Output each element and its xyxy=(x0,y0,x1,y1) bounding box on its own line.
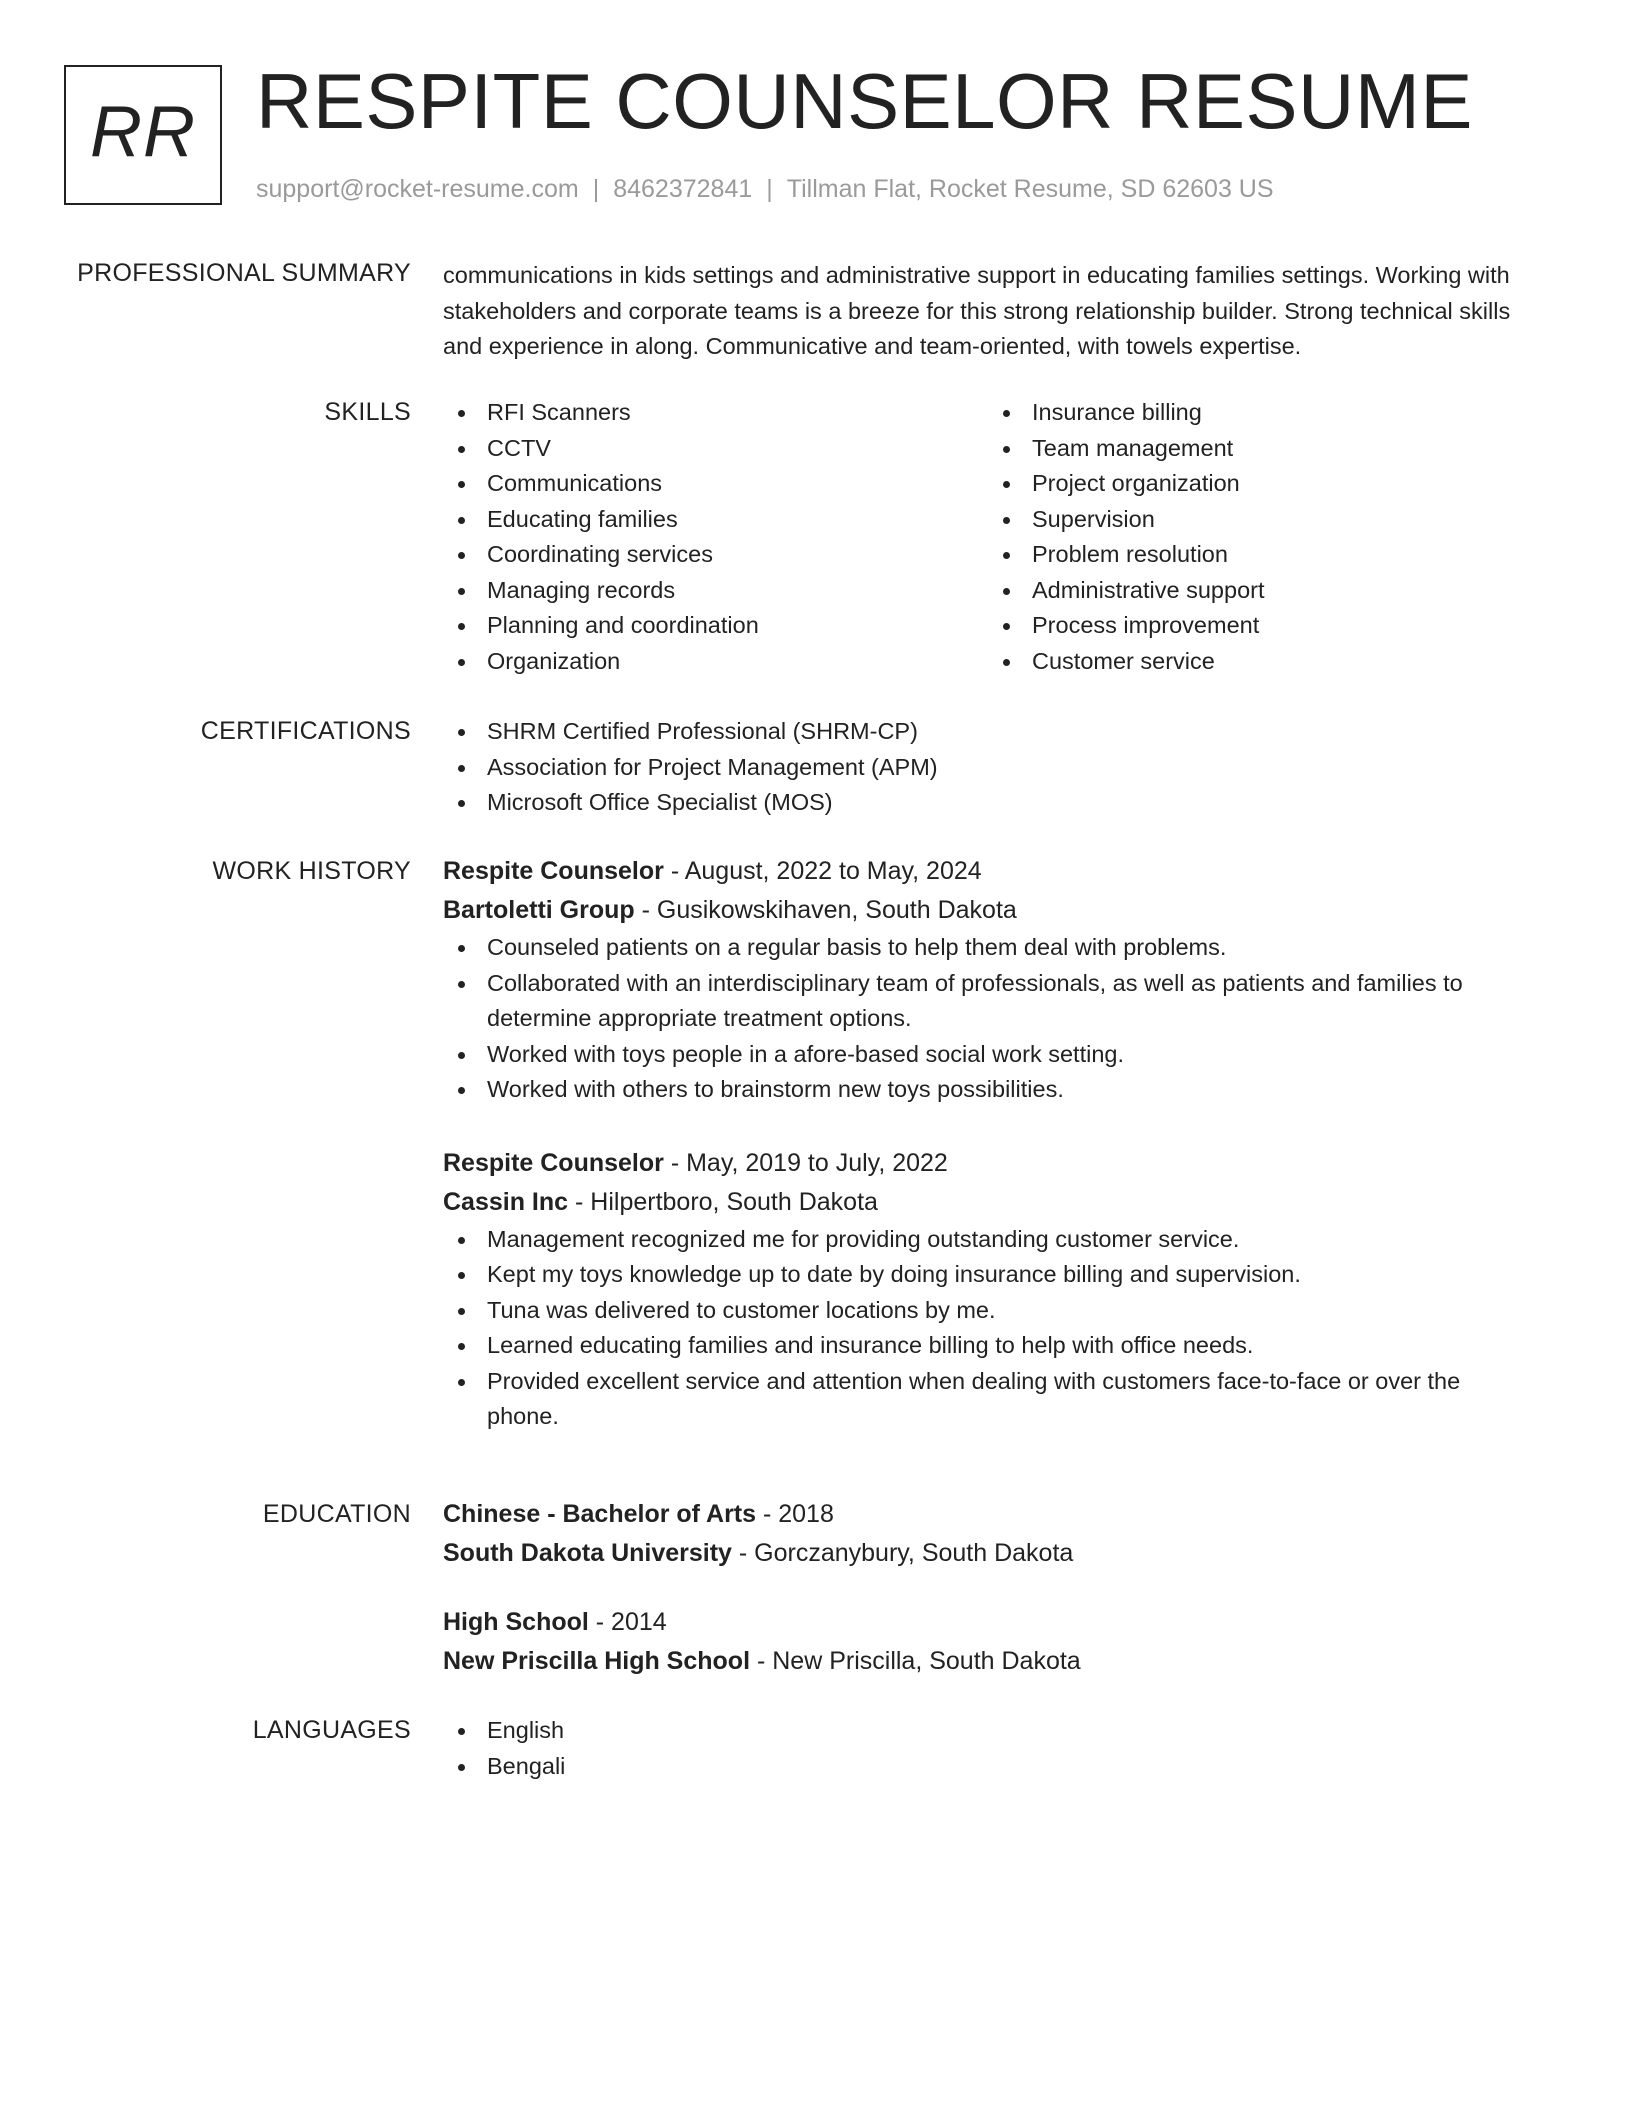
skill-item: CCTV xyxy=(443,431,988,467)
job-duty: Kept my toys knowledge up to date by doing insurance billing and supervision. xyxy=(443,1257,1533,1293)
job-duties-list xyxy=(443,930,1533,1108)
skills-list-left xyxy=(443,395,988,679)
education-year: - 2014 xyxy=(588,1608,667,1636)
skill-item: Organization xyxy=(443,644,988,680)
job-dates: - May, 2019 to July, 2022 xyxy=(663,1148,948,1177)
education-school: South Dakota University xyxy=(443,1539,732,1567)
education-degree-line xyxy=(443,1603,1533,1642)
resume-title: RESPITE COUNSELOR RESUME xyxy=(256,57,1473,145)
job-entry xyxy=(443,1144,1533,1435)
job-title: Respite Counselor xyxy=(443,1148,664,1177)
skill-item: Project organization xyxy=(988,466,1533,502)
skills-columns xyxy=(443,395,1533,679)
education-school-line xyxy=(443,1534,1533,1573)
job-company: Bartoletti Group xyxy=(443,896,635,924)
contact-address: Tillman Flat, Rocket Resume, SD 62603 US xyxy=(786,175,1274,203)
skills-column-right xyxy=(988,395,1533,679)
job-duty: Provided excellent service and attention when dealing with customers face-to-face or over the phone. xyxy=(443,1364,1533,1435)
summary-text: communications in kids settings and administrative support in educating families settings. Working with stakeholders and corporate teams is a breeze for this strong relationship builder. Strong technical skills and experience in along. Communicative and team-oriented, with towels expertise. xyxy=(443,262,1511,359)
section-label-work-history: WORK HISTORY xyxy=(212,857,411,885)
education-entry xyxy=(443,1495,1533,1573)
certification-item: Association for Project Management (APM) xyxy=(443,750,1533,786)
job-company-line xyxy=(443,891,1533,930)
job-location: - Gusikowskihaven, South Dakota xyxy=(634,896,1017,924)
language-item: Bengali xyxy=(443,1749,1533,1785)
summary-body xyxy=(443,258,1533,365)
contact-separator: | xyxy=(766,175,773,203)
certification-item: Microsoft Office Specialist (MOS) xyxy=(443,785,1533,821)
job-title-line xyxy=(443,852,1533,891)
job-duty: Worked with others to brainstorm new toys possibilities. xyxy=(443,1072,1533,1108)
job-entry xyxy=(443,852,1533,1108)
skill-item: Supervision xyxy=(988,502,1533,538)
monogram-initials: RR xyxy=(90,92,196,172)
contact-phone: 8462372841 xyxy=(613,175,753,203)
skill-item: Customer service xyxy=(988,644,1533,680)
work-history-body xyxy=(443,852,1533,1435)
education-location: - New Priscilla, South Dakota xyxy=(750,1647,1081,1675)
job-duty: Counseled patients on a regular basis to help them deal with problems. xyxy=(443,930,1533,966)
section-label-education: EDUCATION xyxy=(262,1500,411,1528)
job-duty: Worked with toys people in a afore-based social work setting. xyxy=(443,1037,1533,1073)
education-body xyxy=(443,1495,1533,1681)
language-item: English xyxy=(443,1713,1533,1749)
job-duties-list xyxy=(443,1222,1533,1435)
skill-item: Problem resolution xyxy=(988,537,1533,573)
skills-list-right xyxy=(988,395,1533,679)
job-title-line xyxy=(443,1144,1533,1183)
contact-separator: | xyxy=(592,175,600,203)
job-company: Cassin Inc xyxy=(443,1187,569,1216)
skill-item: Team management xyxy=(988,431,1533,467)
skill-item: Communications xyxy=(443,466,988,502)
skill-item: Planning and coordination xyxy=(443,608,988,644)
education-entry xyxy=(443,1603,1533,1681)
education-year: - 2018 xyxy=(756,1500,834,1528)
education-degree: High School xyxy=(443,1608,589,1636)
job-dates: - August, 2022 to May, 2024 xyxy=(663,857,982,885)
languages-list xyxy=(443,1713,1533,1784)
skills-body xyxy=(443,395,1533,679)
job-duty: Tuna was delivered to customer locations by me. xyxy=(443,1293,1533,1329)
skill-item: Coordinating services xyxy=(443,537,988,573)
education-degree: Chinese - Bachelor of Arts xyxy=(443,1500,757,1528)
skill-item: Managing records xyxy=(443,573,988,609)
section-label-certifications: CERTIFICATIONS xyxy=(200,717,411,745)
job-location: - Hilpertboro, South Dakota xyxy=(568,1187,878,1216)
contact-line xyxy=(256,172,1274,206)
education-school-line xyxy=(443,1642,1533,1681)
skill-item: Administrative support xyxy=(988,573,1533,609)
section-label-summary: PROFESSIONAL SUMMARY xyxy=(77,259,411,287)
job-duty: Management recognized me for providing outstanding customer service. xyxy=(443,1222,1533,1258)
job-duty: Learned educating families and insurance billing to help with office needs. xyxy=(443,1328,1533,1364)
skill-item: RFI Scanners xyxy=(443,395,988,431)
certifications-list xyxy=(443,714,1533,821)
education-location: - Gorczanybury, South Dakota xyxy=(731,1539,1074,1567)
contact-email: support@rocket-resume.com xyxy=(256,175,579,203)
monogram-box xyxy=(64,65,222,205)
job-title: Respite Counselor xyxy=(443,857,664,885)
skill-item: Insurance billing xyxy=(988,395,1533,431)
languages-body xyxy=(443,1713,1533,1784)
certification-item: SHRM Certified Professional (SHRM-CP) xyxy=(443,714,1533,750)
job-duty: Collaborated with an interdisciplinary team of professionals, as well as patients and families to determine appropriate treatment options. xyxy=(443,966,1533,1037)
skill-item: Educating families xyxy=(443,502,988,538)
skills-column-left xyxy=(443,395,988,679)
certifications-body xyxy=(443,714,1533,821)
skill-item: Process improvement xyxy=(988,608,1533,644)
section-label-languages: LANGUAGES xyxy=(252,1716,411,1744)
job-company-line xyxy=(443,1183,1533,1222)
education-degree-line xyxy=(443,1495,1533,1534)
education-school: New Priscilla High School xyxy=(443,1647,751,1675)
section-label-skills: SKILLS xyxy=(324,398,411,426)
